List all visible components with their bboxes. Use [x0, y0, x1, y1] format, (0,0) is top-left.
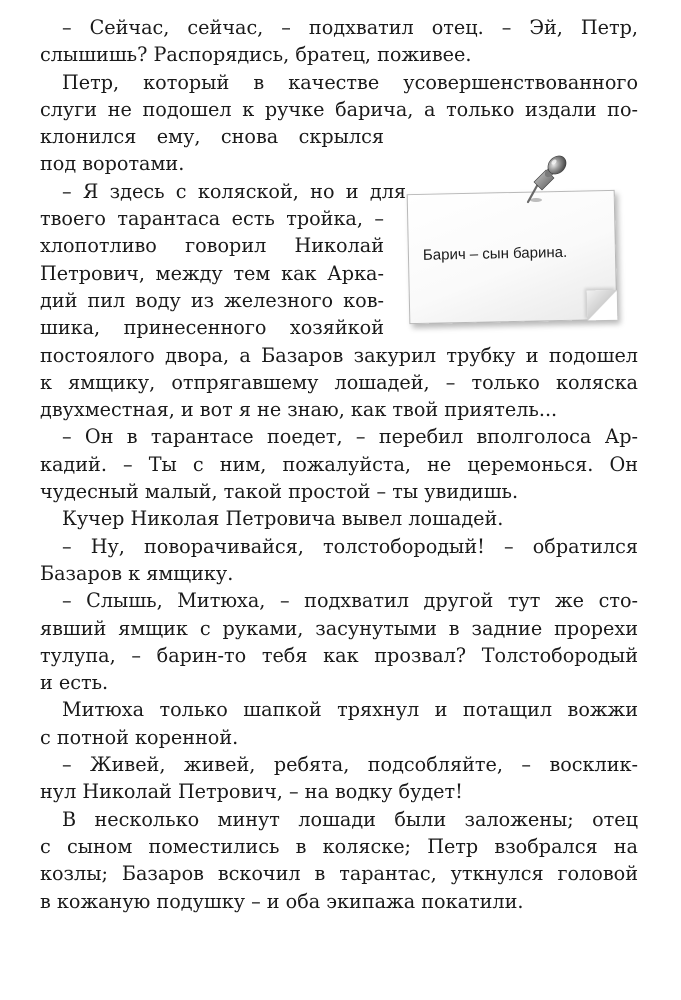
text-line: чудесный малый, такой простой – ты увидишь. [40, 480, 519, 504]
sidenote-card [407, 190, 618, 324]
text-line: Кучер Николая Петровича вывел лошадей. [62, 507, 504, 531]
text-line: – Ну, поворачивайся, толстобородый! – обратился [62, 534, 638, 558]
text-line: шика, принесенного хозяйкой [40, 316, 384, 340]
text-line: к ямщику, отпрягавшему лошадей, – только коляска [40, 370, 638, 394]
text-line: В несколько минут лошади были заложены; отец [62, 807, 638, 831]
text-line: с сыном поместились в коляске; Петр взобрался на [40, 834, 638, 858]
text-line: и есть. [40, 671, 109, 695]
text-line: постоялого двора, а Базаров закурил трубку и подошел [40, 343, 638, 367]
text-line: тулупа, – барин-то тебя как прозвал? Толстобородый [40, 643, 638, 667]
text-line: хлопотливо говорил Николай [40, 234, 384, 258]
text-line: слуги не подошел к ручке барича, а только издали по- [40, 97, 638, 121]
text-line: кадий. – Ты с ним, пожалуйста, не церемонься. Он [40, 452, 638, 476]
text-line: нул Николай Петрович, – на водку будет! [40, 780, 463, 804]
text-line: Митюха только шапкой тряхнул и потащил вожжи [62, 698, 638, 722]
text-line: явший ямщик с руками, засунутыми в задние прорехи [40, 616, 638, 640]
text-line: – Слышь, Митюха, – подхватил другой тут же сто- [62, 589, 638, 613]
text-line: слышишь? Распорядись, братец, поживее. [40, 43, 472, 67]
text-line: двухместная, и вот я не знаю, как твой приятель... [40, 398, 558, 422]
text-line: – Он в тарантасе поедет, – перебил вполголоса Ар- [62, 425, 638, 449]
text-line: – Я здесь с коляской, но и для [62, 179, 406, 203]
text-line: Базаров к ямщику. [40, 561, 234, 585]
text-line: под воротами. [40, 152, 185, 176]
text-line: клонился ему, снова скрылся [40, 125, 384, 149]
sidenote-text: Барич – сын барина. [422, 243, 568, 264]
text-line: козлы; Базаров вскочил в тарантас, уткнулся головой [40, 862, 638, 886]
text-line: – Живей, живей, ребята, подсобляйте, – восклик- [62, 753, 638, 777]
text-line: дий пил воду из железного ков- [40, 288, 384, 312]
text-line: Петрович, между тем как Арка- [40, 261, 384, 285]
text-line: в кожаную подушку – и оба экипажа покатили. [40, 889, 524, 913]
text-line: твоего тарантаса есть тройка, – [40, 207, 384, 231]
pushpin-icon [516, 150, 576, 210]
text-line: Петр, который в качестве усовершенствованного [62, 70, 638, 94]
text-line: с потной коренной. [40, 725, 239, 749]
text-line: – Сейчас, сейчас, – подхватил отец. – Эй, Петр, [62, 16, 638, 39]
